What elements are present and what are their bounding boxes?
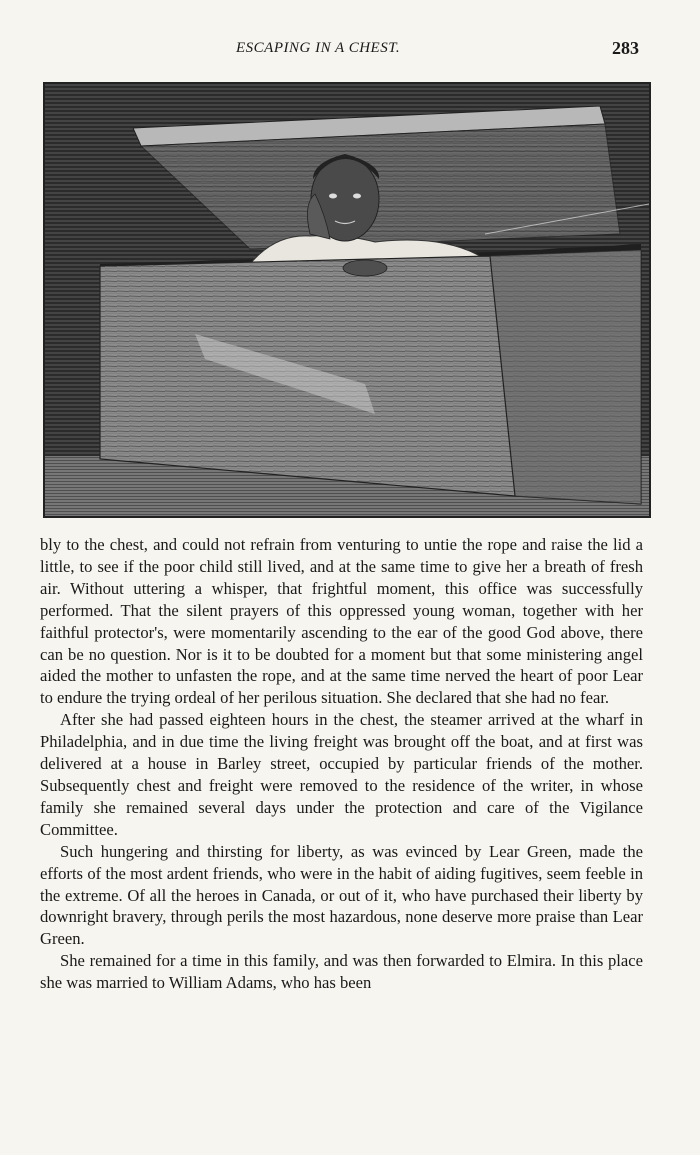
paragraph-3: Such hungering and thirsting for liberty, as was evinced by Lear Green, made the efforts of the most ardent friends, who were in the habit of aiding fugitives, seem feeble in the extreme. Of all the heroes in Canada, or out of it, who have purchased their liberty by downright bravery, through perils the most hazardous, none deserve more praise than Lear Green. bbox=[40, 841, 643, 949]
chest-side bbox=[490, 250, 641, 504]
paragraph-4: She remained for a time in this family, and was then forwarded to Elmira. In this place she was married to William Adams, who has been bbox=[40, 951, 643, 993]
hands bbox=[343, 260, 387, 276]
paragraph-1: bly to the chest, and could not refrain from venturing to untie the rope and raise the lid a little, to see if the poor child still lived, and at the same time to give her a breath of fresh air. Without uttering a whisper, that frightful moment, this office was successfully performed. That the silent prayers of this oppressed young woman, together with her faithful protector's, were momentarily ascending to the ear of the good God above, there can be no question. Nor is it to be doubted for a moment but that some ministering angel aided the mother to unfasten the rope, and at the same time nerved the heart of poor Lear to endure the trying ordeal of her perilous situation. She declared that she had no fear. bbox=[40, 535, 643, 708]
running-title: ESCAPING IN A CHEST. bbox=[236, 40, 401, 56]
running-head bbox=[0, 38, 700, 62]
engraving-illustration bbox=[43, 82, 651, 518]
engraving-drawing bbox=[45, 84, 649, 516]
paragraph-2: After she had passed eighteen hours in the chest, the steamer arrived at the wharf in Philadelphia, and in due time the living freight was brought off the boat, and at first was delivered at a house in Barley street, occupied by particular friends of the mother. Subsequently chest and freight were removed to the residence of the writer, in whose family she remained several days under the protection and care of the Vigilance Committee. bbox=[40, 710, 643, 839]
body-text bbox=[40, 534, 643, 994]
page-number: 283 bbox=[612, 38, 639, 58]
